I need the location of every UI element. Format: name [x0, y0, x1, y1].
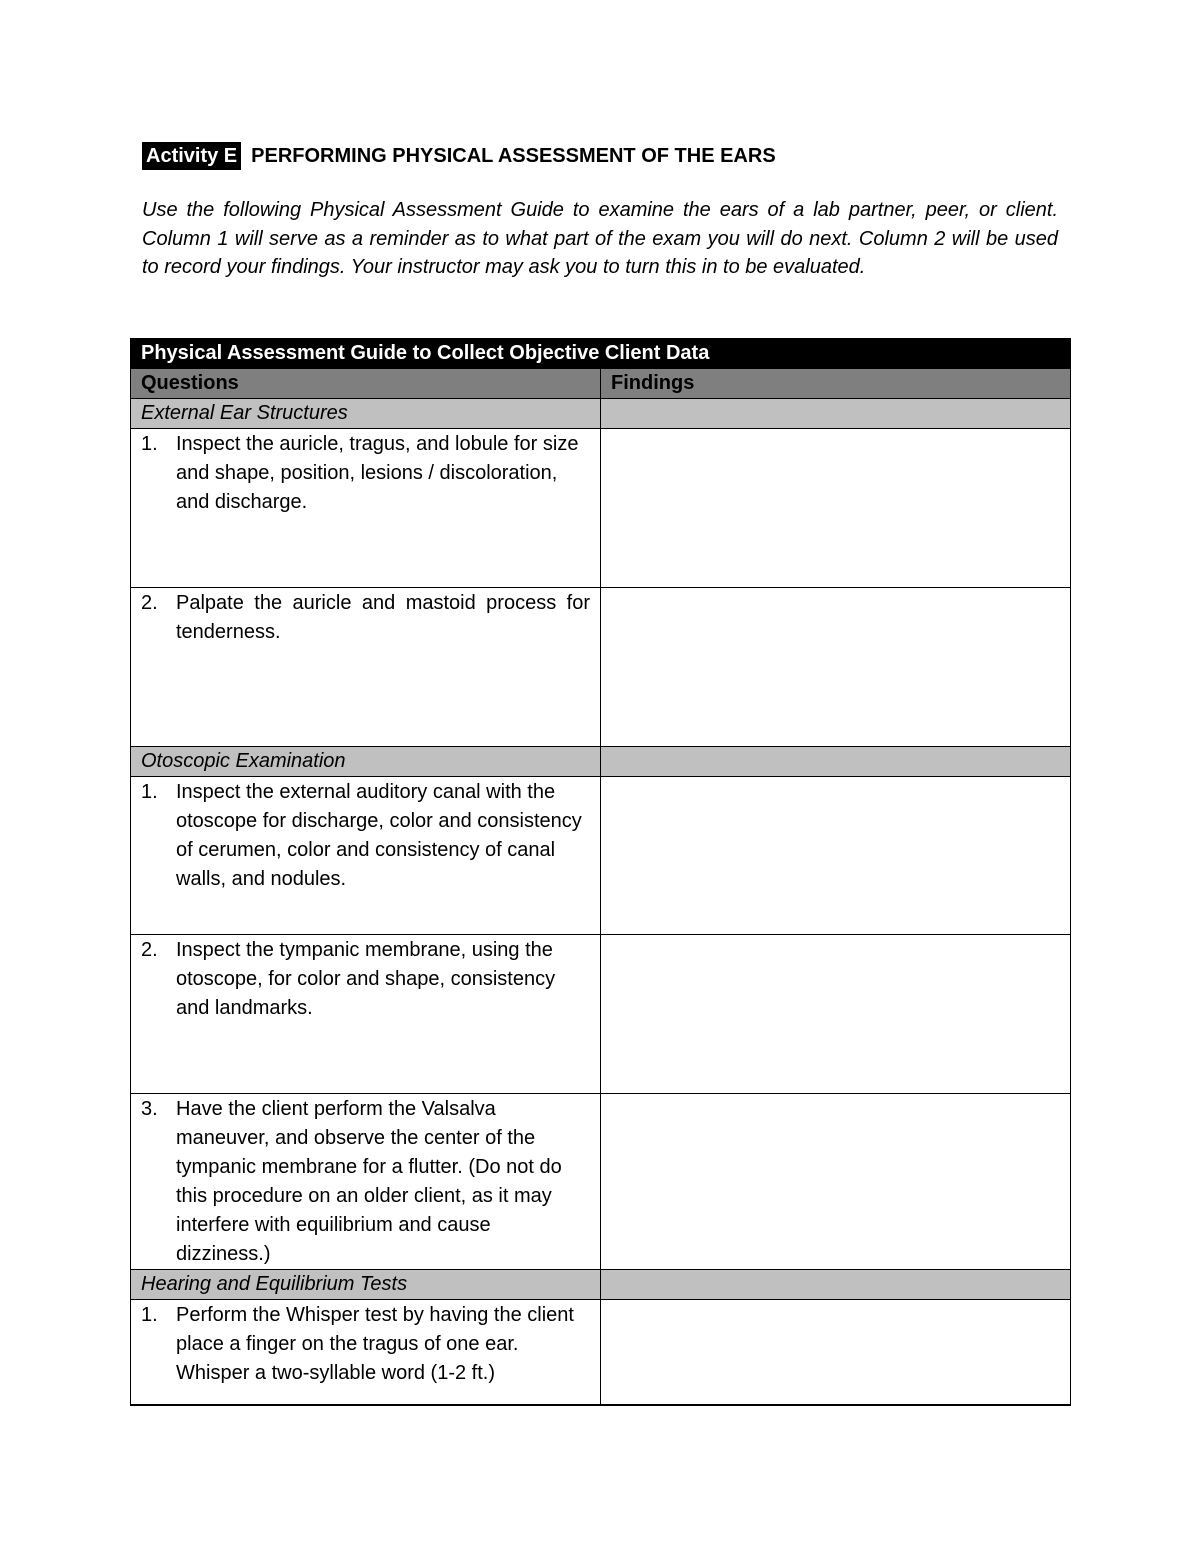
item-text: Inspect the auricle, tragus, and lobule for size and shape, position, lesions / discoloration, and discharge. — [176, 433, 579, 513]
item-number: 2. — [141, 592, 158, 614]
table-title-row — [131, 339, 1071, 369]
table-header-row — [131, 369, 1071, 399]
section-row-otoscopic — [131, 747, 1071, 777]
column-header-findings: Findings — [601, 369, 1071, 399]
question-cell — [131, 935, 601, 1094]
question-cell — [131, 588, 601, 747]
section-findings-cell — [601, 747, 1071, 777]
findings-cell[interactable] — [601, 777, 1071, 935]
findings-cell[interactable] — [601, 588, 1071, 747]
table-row — [131, 777, 1071, 935]
question-cell — [131, 429, 601, 588]
table-title: Physical Assessment Guide to Collect Objective Client Data — [131, 339, 1071, 369]
question-cell — [131, 777, 601, 935]
table-row — [131, 935, 1071, 1094]
findings-cell[interactable] — [601, 1094, 1071, 1270]
table-row — [131, 588, 1071, 747]
activity-title: PERFORMING PHYSICAL ASSESSMENT OF THE EARS — [251, 145, 776, 167]
activity-heading — [142, 142, 776, 170]
section-row-hearing — [131, 1270, 1071, 1300]
question-cell — [131, 1300, 601, 1405]
item-text: Inspect the external auditory canal with the otoscope for discharge, color and consistency of cerumen, color and consistency of canal walls, and nodules. — [176, 781, 582, 890]
question-cell — [131, 1094, 601, 1270]
item-text: Inspect the tympanic membrane, using the otoscope, for color and shape, consistency and landmarks. — [176, 939, 556, 1019]
table-row — [131, 429, 1071, 588]
item-number: 1. — [141, 781, 158, 803]
section-row-external-ear — [131, 399, 1071, 429]
activity-label: Activity E — [142, 142, 241, 170]
intro-paragraph: Use the following Physical Assessment Guide to examine the ears of a lab partner, peer, or client. Column 1 will serve as a reminder as to what part of the exam you will do next. Column 2 will be used to record your findings. Your instructor may ask you to turn this in to be evaluated. — [142, 199, 1058, 278]
item-text: Palpate the auricle and mastoid process for tenderness. — [176, 592, 590, 643]
findings-cell[interactable] — [601, 935, 1071, 1094]
table-row — [131, 1300, 1071, 1405]
item-number: 1. — [141, 433, 158, 455]
column-header-questions: Questions — [131, 369, 601, 399]
item-text: Perform the Whisper test by having the client place a finger on the tragus of one ear. Whisper a two-syllable word (1-2 ft.) — [176, 1304, 574, 1384]
item-text: Have the client perform the Valsalva maneuver, and observe the center of the tympanic membrane for a flutter. (Do not do this procedure on an older client, as it may interfere with equilibrium and cause dizziness.) — [176, 1098, 562, 1265]
table-row — [131, 1094, 1071, 1270]
section-findings-cell — [601, 399, 1071, 429]
section-label: Hearing and Equilibrium Tests — [131, 1270, 601, 1300]
section-findings-cell — [601, 1270, 1071, 1300]
item-number: 3. — [141, 1098, 158, 1120]
item-number: 2. — [141, 939, 158, 961]
item-number: 1. — [141, 1304, 158, 1326]
section-label: Otoscopic Examination — [131, 747, 601, 777]
findings-cell[interactable] — [601, 429, 1071, 588]
assessment-guide-table — [130, 338, 1071, 1406]
section-label: External Ear Structures — [131, 399, 601, 429]
findings-cell[interactable] — [601, 1300, 1071, 1405]
